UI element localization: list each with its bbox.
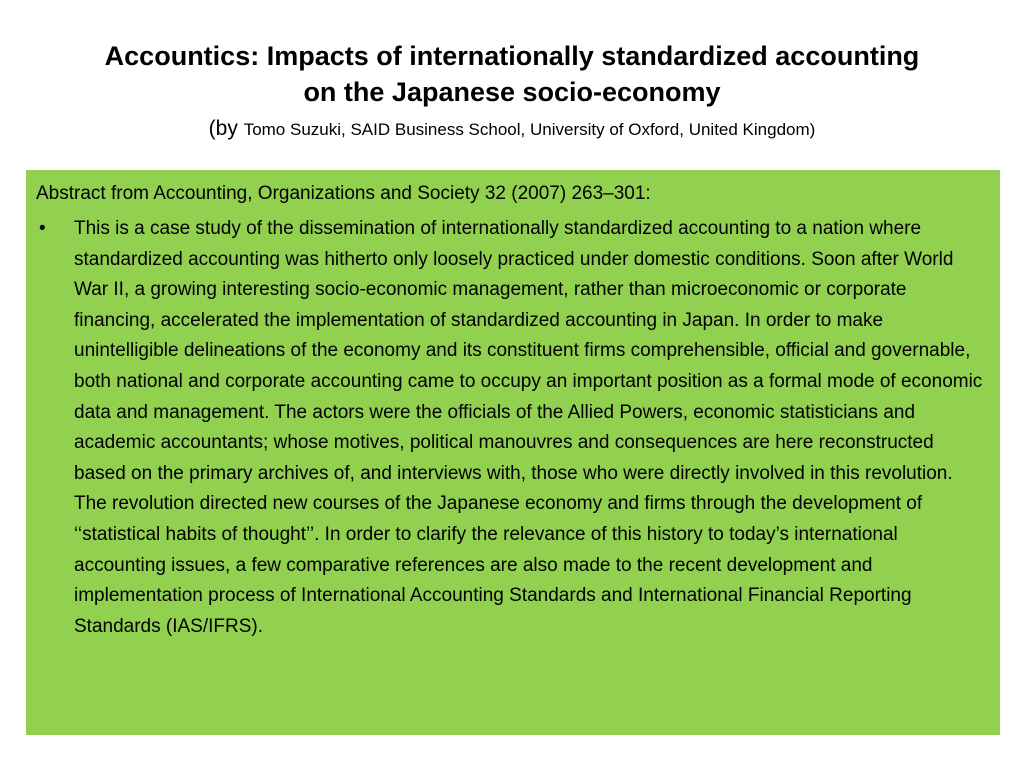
bullet-list xyxy=(36,214,986,642)
author-byline xyxy=(0,116,1024,144)
slide-title-line-2: on the Japanese socio-economy xyxy=(303,77,721,107)
abstract-box xyxy=(26,170,1000,735)
abstract-text: This is a case study of the dissemination of internationally standardized accounting to a nation where standardized accounting was hitherto only loosely practiced under domestic conditions. Soon after World War II, a growing interesting socio-economic management, rather than microeconomic or corporate financing, accelerated the implementation of standardized accounting in Japan. In order to make unintelligible delineations of the economy and its constituent firms comprehensible, official and governable, both national and corporate accounting came to occupy an important position as a formal mode of economic data and management. The actors were the officials of the Allied Powers, economic statisticians and academic accountants; whose motives, political manouvres and consequences are here reconstructed based on the primary archives of, and interviews with, those who were directly involved in this revolution. The revolution directed new courses of the Japanese economy and firms through the development of ‘‘statistical habits of thought’’. In order to clarify the relevance of this history to today’s international accounting issues, a few comparative references are also made to the recent development and implementation process of International Accounting Standards and International Financial Reporting Standards (IAS/IFRS). xyxy=(74,218,983,637)
slide-title xyxy=(0,38,1024,110)
title-block xyxy=(0,38,1024,144)
byline-prefix: (by xyxy=(208,117,244,140)
list-item xyxy=(36,214,986,642)
abstract-source: Abstract from Accounting, Organizations and Society 32 (2007) 263–301: xyxy=(36,183,651,204)
byline-author: Tomo Suzuki, SAID Business School, University of Oxford, United Kingdom) xyxy=(243,120,816,139)
slide-title-line-1: Accountics: Impacts of internationally standardized accounting xyxy=(104,41,920,71)
bullet-marker: • xyxy=(39,218,46,239)
